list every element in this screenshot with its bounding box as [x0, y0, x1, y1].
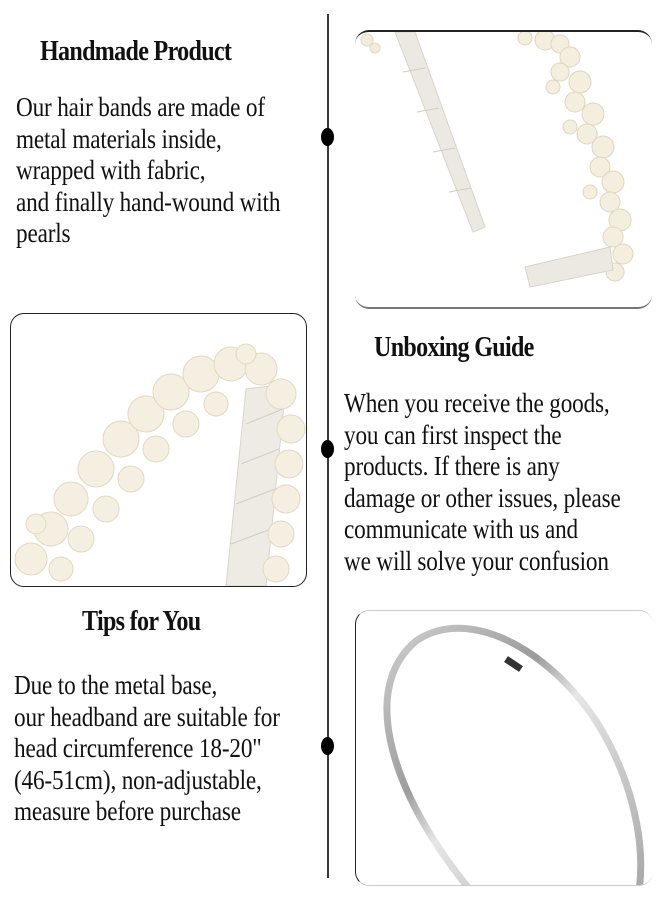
- text-line: metal materials inside,: [16, 123, 222, 154]
- metal-headband-illustration: [356, 611, 653, 885]
- section-title-unboxing: Unboxing Guide: [374, 332, 534, 363]
- text-line: Our hair bands are made of: [16, 92, 265, 122]
- headband-closeup-illustration: [11, 314, 306, 586]
- text-line: measure before purchase: [14, 796, 241, 826]
- text-line: you can first inspect the: [344, 419, 562, 450]
- text-line: damage or other issues, please: [344, 482, 621, 513]
- text-line: head circumference 18-20": [14, 733, 262, 763]
- text-line: Due to the metal base,: [14, 670, 218, 700]
- timeline-dot-1: [321, 128, 334, 146]
- section-title-handmade: Handmade Product: [40, 36, 232, 67]
- pearl-headband-closeup-image: [10, 313, 307, 587]
- text-line: and finally hand-wound with: [16, 186, 281, 217]
- timeline-dot-2: [321, 440, 334, 458]
- text-line: wrapped with fabric,: [16, 155, 206, 185]
- text-line: pearls: [16, 218, 71, 248]
- text-line: products. If there is any: [344, 451, 560, 481]
- text-line: (46-51cm), non-adjustable,: [14, 764, 262, 795]
- section-text-unboxing: [344, 388, 621, 577]
- text-line: our headband are suitable for: [14, 701, 280, 732]
- text-line: communicate with us and: [344, 514, 579, 544]
- headband-ends-illustration: [355, 32, 652, 307]
- metal-headband-base-image: [355, 610, 653, 886]
- text-line: When you receive the goods,: [344, 388, 610, 418]
- timeline-dot-3: [321, 737, 334, 755]
- section-text-handmade: [16, 92, 280, 250]
- section-text-tips: [14, 670, 280, 828]
- pearl-headband-ends-image: [355, 30, 652, 309]
- text-line: we will solve your confusion: [344, 545, 609, 576]
- section-title-tips: Tips for You: [82, 606, 201, 637]
